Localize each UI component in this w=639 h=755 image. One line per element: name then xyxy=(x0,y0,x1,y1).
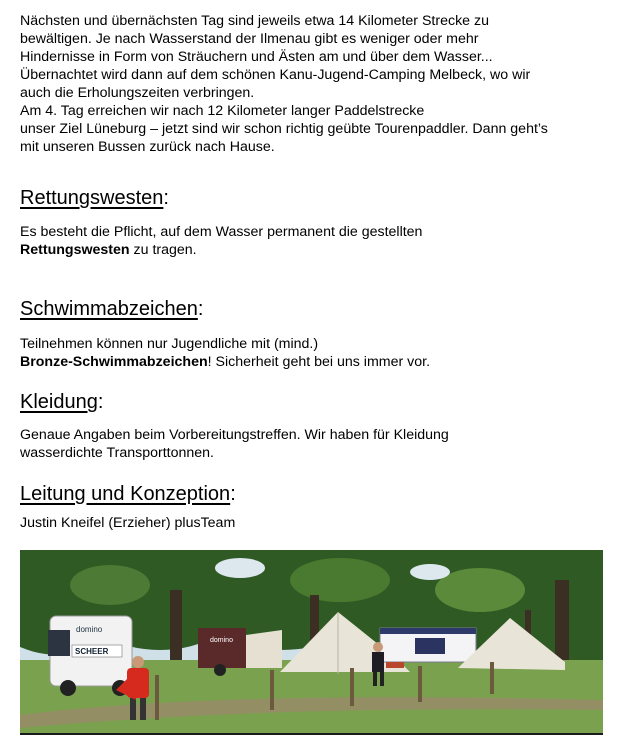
intro-paragraph xyxy=(20,12,620,156)
intro-line: Übernachtet wird dann auf dem schönen Kanu-Jugend-Camping Melbeck, wo wir xyxy=(20,67,531,83)
leitung-paragraph xyxy=(20,514,620,532)
intro-line: auch die Erholungszeiten verbringen. xyxy=(20,85,255,101)
kleidung-line-1: Genaue Angaben beim Vorbereitungstreffen. Wir haben für Kleidung xyxy=(20,427,449,443)
svg-text:domino: domino xyxy=(76,625,103,634)
intro-line: bewältigen. Je nach Wasserstand der Ilmenau gibt es weniger oder mehr xyxy=(20,31,479,47)
intro-line: Nächsten und übernächsten Tag sind jeweils etwa 14 Kilometer Strecke zu xyxy=(20,13,489,29)
schwimm-line-2: Bronze-Schwimmabzeichen! Sicherheit geht bei uns immer vor. xyxy=(20,354,431,370)
schwimm-bold-term: Bronze-Schwimmabzeichen xyxy=(20,354,208,370)
heading-kleidung: Kleidung: xyxy=(20,391,104,413)
campsite-photo xyxy=(20,550,603,733)
svg-text:domino: domino xyxy=(210,637,233,644)
heading-rettungswesten: Rettungswesten: xyxy=(20,187,169,209)
heading-leitung: Leitung und Konzeption: xyxy=(20,483,236,505)
heading-schwimmabzeichen: Schwimmabzeichen: xyxy=(20,298,204,320)
intro-line: unser Ziel Lüneburg – jetzt sind wir schon richtig geübte Tourenpaddler. Dann geht’s xyxy=(20,121,548,137)
intro-line: mit unseren Bussen zurück nach Hause. xyxy=(20,139,275,155)
rettung-line-2: Rettungswesten zu tragen. xyxy=(20,242,197,258)
intro-line: Am 4. Tag erreichen wir nach 12 Kilometer langer Paddelstrecke xyxy=(20,103,425,119)
schwimm-line-1: Teilnehmen können nur Jugendliche mit (mind.) xyxy=(20,336,319,352)
rettungswesten-paragraph xyxy=(20,223,620,259)
schwimmabzeichen-paragraph xyxy=(20,335,620,371)
bottom-rule xyxy=(20,733,603,735)
rettung-bold-term: Rettungswesten xyxy=(20,242,130,258)
intro-line: Hindernisse in Form von Sträuchern und Ästen am und über dem Wasser... xyxy=(20,49,493,65)
leitung-line-1: Justin Kneifel (Erzieher) plusTeam xyxy=(20,515,236,531)
svg-text:SCHEER: SCHEER xyxy=(75,647,109,656)
kleidung-paragraph xyxy=(20,426,620,462)
photo-van xyxy=(48,616,132,696)
kleidung-line-2: wasserdichte Transporttonnen. xyxy=(20,445,215,461)
rettung-line-1: Es besteht die Pflicht, auf dem Wasser permanent die gestellten xyxy=(20,224,423,240)
